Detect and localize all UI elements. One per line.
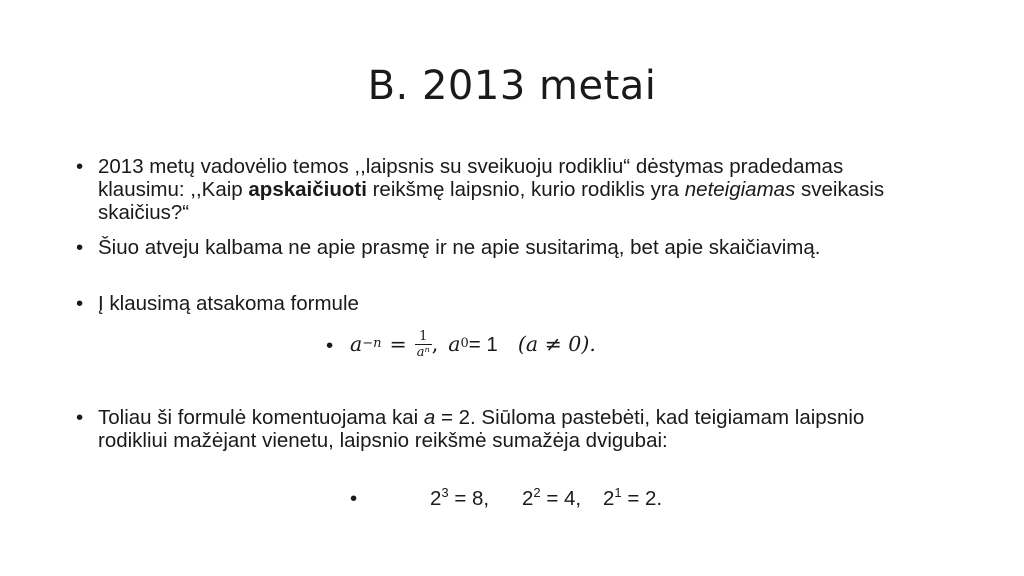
- bullet-2: [76, 236, 926, 284]
- bullet-1-text: 2013 metų vadovėlio temos ,,laipsnis su sveikuoju rodikliu“ dėstymas pradedamas klausimu: ,,Kaip apskaičiuoti reikšmę laipsnio, kurio rodiklis yra neteigiamas sveikasis skaičius?“: [98, 155, 885, 224]
- slide-title: B. 2013 metai: [367, 63, 657, 109]
- bullet-4-text: Toliau ši formulė komentuojama kai a = 2. Siūloma pastebėti, kad teigiamam laipsnio rodikliui mažėjant vienetu, laipsnio reikšmė sumažėja dvigubai:: [98, 406, 865, 452]
- power-2-3: $2^3 = 8$,: [430, 485, 490, 510]
- bullet-3-text: Į klausimą atsakoma formule: [98, 292, 359, 315]
- bold-word: apskaičiuoti: [248, 178, 367, 201]
- bullet-1: [76, 155, 926, 227]
- formula: a −n = $\frac{1}{\text{aⁿ}}$ , a 0 = 1 (a ≠ 0).: [350, 328, 596, 360]
- formula-line: [326, 322, 746, 366]
- bullet-dot: •: [76, 155, 84, 178]
- bullet-2-text: Šiuo atveju kalbama ne apie prasmę ir ne apie susitarimą, bet apie skaičiavimą.: [98, 236, 821, 259]
- bullet-dot: •: [76, 406, 84, 429]
- power-2-1: $2^1 = 2$.: [603, 485, 663, 510]
- bullet-4: [76, 406, 926, 478]
- bullet-dot: •: [76, 236, 84, 259]
- italic-word: neteigiamas: [684, 178, 796, 201]
- bullet-dot: •: [76, 292, 84, 315]
- italic-word: a: [423, 406, 436, 429]
- power-2-2: $2^2 = 4$,: [522, 485, 582, 510]
- bullet-dot: •: [350, 487, 358, 510]
- bullet-3: [76, 292, 926, 316]
- fraction: $\frac{1}{\text{aⁿ}}$: [416, 328, 430, 360]
- powers-line: [350, 487, 770, 515]
- bullet-dot: •: [326, 334, 334, 357]
